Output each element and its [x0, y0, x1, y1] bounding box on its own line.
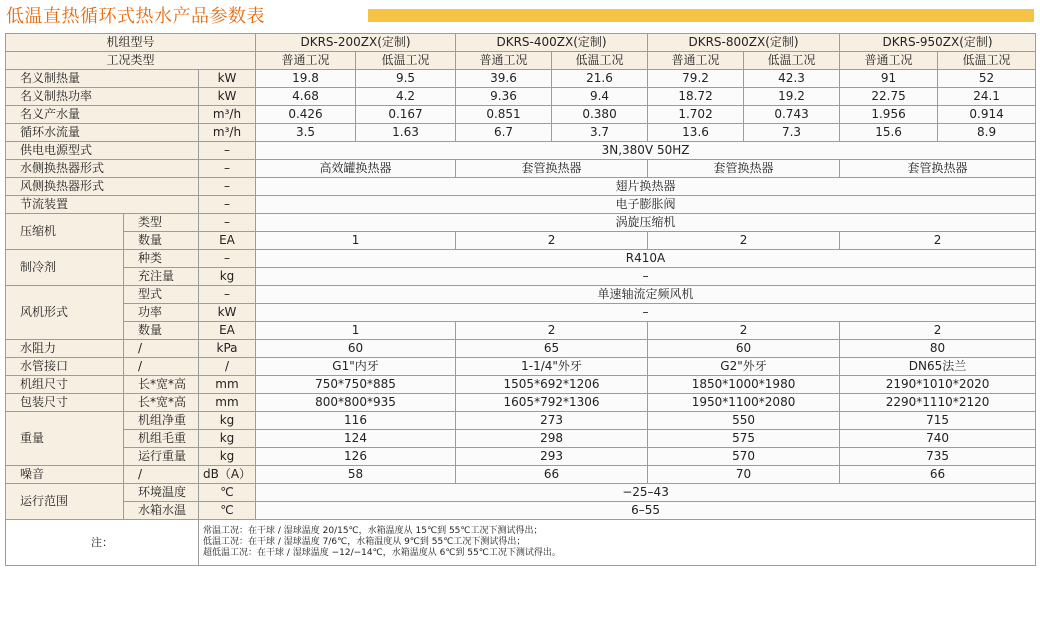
- table-row: [6, 178, 1036, 196]
- cell: 66: [456, 466, 648, 484]
- cell: 套管换热器: [840, 160, 1036, 178]
- cell: 4.68: [256, 88, 356, 106]
- cell: 2: [648, 232, 840, 250]
- cell: 91: [840, 70, 938, 88]
- sub-label: 种类: [124, 250, 199, 268]
- cell: 293: [456, 448, 648, 466]
- page-title: 低温直热循环式热水产品参数表: [6, 6, 265, 27]
- row-unit: –: [199, 286, 256, 304]
- note-line: 低温工况：在干球 / 湿球温度 7/6℃，水箱温度从 9℃到 55℃工况下测试得出；: [203, 537, 526, 547]
- condition-row: [6, 52, 1036, 70]
- row-unit: kPa: [199, 340, 256, 358]
- row-unit: –: [199, 178, 256, 196]
- row-label: 包装尺寸: [6, 394, 124, 412]
- cell: 0.851: [456, 106, 552, 124]
- sub-label: 类型: [124, 214, 199, 232]
- row-unit: kg: [199, 268, 256, 286]
- cell: R410A: [256, 250, 1036, 268]
- cell: 715: [840, 412, 1036, 430]
- row-unit: –: [199, 250, 256, 268]
- table-row: [6, 106, 1036, 124]
- cell: 65: [456, 340, 648, 358]
- row-label: 风侧换热器形式: [6, 178, 199, 196]
- table-row: [6, 430, 1036, 448]
- title-accent-bar: [368, 9, 1034, 22]
- condition-normal: 普通工况: [256, 52, 356, 70]
- row-label: 循环水流量: [6, 124, 199, 142]
- group-label: 压缩机: [6, 214, 124, 250]
- cell: G2"外牙: [648, 358, 840, 376]
- cell: 2: [840, 232, 1036, 250]
- sub-label: 数量: [124, 232, 199, 250]
- cell: 涡旋压缩机: [256, 214, 1036, 232]
- group-label: 制冷剂: [6, 250, 124, 286]
- table-row: [6, 286, 1036, 304]
- row-unit: dB（A）: [199, 466, 256, 484]
- cell: 3.5: [256, 124, 356, 142]
- model-name: DKRS-200ZX(定制): [256, 34, 456, 52]
- sub-label: /: [124, 358, 199, 376]
- condition-normal: 普通工况: [456, 52, 552, 70]
- note-line: 超低温工况：在干球 / 湿球温度 −12/−14℃，水箱温度从 6℃到 55℃工况下测试得出。: [203, 548, 561, 558]
- cell: 9.4: [552, 88, 648, 106]
- notes-row: [6, 520, 1036, 566]
- model-label: 机组型号: [6, 34, 256, 52]
- cell: 570: [648, 448, 840, 466]
- cell: 70: [648, 466, 840, 484]
- cell: 1605*792*1306: [456, 394, 648, 412]
- cell: G1"内牙: [256, 358, 456, 376]
- row-unit: /: [199, 358, 256, 376]
- row-unit: m³/h: [199, 124, 256, 142]
- sub-label: 长*宽*高: [124, 394, 199, 412]
- cell: 7.3: [744, 124, 840, 142]
- cell: 套管换热器: [648, 160, 840, 178]
- cell: 电子膨胀阀: [256, 196, 1036, 214]
- cell: 60: [648, 340, 840, 358]
- model-name: DKRS-950ZX(定制): [840, 34, 1036, 52]
- group-label: 重量: [6, 412, 124, 466]
- cell: 1850*1000*1980: [648, 376, 840, 394]
- cell: 0.426: [256, 106, 356, 124]
- table-row: [6, 160, 1036, 178]
- row-unit: ℃: [199, 484, 256, 502]
- row-unit: –: [199, 142, 256, 160]
- condition-low: 低温工况: [552, 52, 648, 70]
- sub-label: 环境温度: [124, 484, 199, 502]
- table-row: [6, 214, 1036, 232]
- table-row: [6, 268, 1036, 286]
- group-label: 运行范围: [6, 484, 124, 520]
- row-label: 水侧换热器形式: [6, 160, 199, 178]
- cell: 1: [256, 322, 456, 340]
- row-label: 供电电源型式: [6, 142, 199, 160]
- cell: 79.2: [648, 70, 744, 88]
- sub-label: /: [124, 466, 199, 484]
- cell: 740: [840, 430, 1036, 448]
- cell: 翅片换热器: [256, 178, 1036, 196]
- cell: 42.3: [744, 70, 840, 88]
- table-row: [6, 250, 1036, 268]
- table-row: [6, 484, 1036, 502]
- notes-text: [199, 520, 1036, 566]
- condition-label: 工况类型: [6, 52, 256, 70]
- row-label: 水管接口: [6, 358, 124, 376]
- cell: −25–43: [256, 484, 1036, 502]
- cell: 19.2: [744, 88, 840, 106]
- table-row: [6, 70, 1036, 88]
- cell: 124: [256, 430, 456, 448]
- row-unit: mm: [199, 376, 256, 394]
- model-row: [6, 34, 1036, 52]
- cell: 套管换热器: [456, 160, 648, 178]
- row-unit: mm: [199, 394, 256, 412]
- table-row: [6, 340, 1036, 358]
- cell: 116: [256, 412, 456, 430]
- header: [0, 0, 1040, 32]
- sub-label: 型式: [124, 286, 199, 304]
- cell: 2: [840, 322, 1036, 340]
- cell: 1505*692*1206: [456, 376, 648, 394]
- row-label: 节流装置: [6, 196, 199, 214]
- cell: 39.6: [456, 70, 552, 88]
- row-unit: EA: [199, 232, 256, 250]
- cell: 0.914: [938, 106, 1036, 124]
- cell: 1.702: [648, 106, 744, 124]
- cell: 3N,380V 50HZ: [256, 142, 1036, 160]
- cell: 8.9: [938, 124, 1036, 142]
- cell: –: [256, 268, 1036, 286]
- sub-label: /: [124, 340, 199, 358]
- table-row: [6, 322, 1036, 340]
- row-unit: –: [199, 160, 256, 178]
- sub-label: 水箱水温: [124, 502, 199, 520]
- condition-low: 低温工况: [938, 52, 1036, 70]
- cell: 750*750*885: [256, 376, 456, 394]
- cell: 高效罐换热器: [256, 160, 456, 178]
- cell: 9.36: [456, 88, 552, 106]
- cell: 9.5: [356, 70, 456, 88]
- condition-low: 低温工况: [744, 52, 840, 70]
- table-row: [6, 142, 1036, 160]
- sub-label: 功率: [124, 304, 199, 322]
- table-row: [6, 358, 1036, 376]
- cell: 2: [456, 232, 648, 250]
- row-unit: –: [199, 214, 256, 232]
- row-unit: EA: [199, 322, 256, 340]
- cell: 52: [938, 70, 1036, 88]
- note-line: 常温工况：在干球 / 湿球温度 20/15℃，水箱温度从 15℃到 55℃工况下测试得出；: [203, 526, 543, 536]
- cell: 2190*1010*2020: [840, 376, 1036, 394]
- table-row: [6, 502, 1036, 520]
- notes-label: 注：: [6, 520, 199, 566]
- cell: 298: [456, 430, 648, 448]
- model-name: DKRS-400ZX(定制): [456, 34, 648, 52]
- sub-label: 机组净重: [124, 412, 199, 430]
- sub-label: 长*宽*高: [124, 376, 199, 394]
- cell: 1.63: [356, 124, 456, 142]
- group-label: 风机形式: [6, 286, 124, 340]
- model-name: DKRS-800ZX(定制): [648, 34, 840, 52]
- row-unit: kW: [199, 70, 256, 88]
- table-row: [6, 412, 1036, 430]
- cell: 273: [456, 412, 648, 430]
- cell: 2: [648, 322, 840, 340]
- sub-label: 运行重量: [124, 448, 199, 466]
- cell: 60: [256, 340, 456, 358]
- table-row: [6, 304, 1036, 322]
- cell: 575: [648, 430, 840, 448]
- row-label: 机组尺寸: [6, 376, 124, 394]
- cell: 15.6: [840, 124, 938, 142]
- cell: 3.7: [552, 124, 648, 142]
- condition-normal: 普通工况: [648, 52, 744, 70]
- table-row: [6, 394, 1036, 412]
- cell: 1.956: [840, 106, 938, 124]
- row-label: 水阻力: [6, 340, 124, 358]
- sub-label: 机组毛重: [124, 430, 199, 448]
- cell: 单速轴流定频风机: [256, 286, 1036, 304]
- cell: DN65法兰: [840, 358, 1036, 376]
- row-unit: kW: [199, 304, 256, 322]
- row-unit: –: [199, 196, 256, 214]
- table-row: [6, 466, 1036, 484]
- cell: 18.72: [648, 88, 744, 106]
- cell: 0.743: [744, 106, 840, 124]
- cell: –: [256, 304, 1036, 322]
- cell: 58: [256, 466, 456, 484]
- cell: 22.75: [840, 88, 938, 106]
- cell: 550: [648, 412, 840, 430]
- cell: 1950*1100*2080: [648, 394, 840, 412]
- row-unit: kg: [199, 430, 256, 448]
- table-row: [6, 232, 1036, 250]
- cell: 6–55: [256, 502, 1036, 520]
- cell: 2290*1110*2120: [840, 394, 1036, 412]
- row-label: 名义制热功率: [6, 88, 199, 106]
- table-row: [6, 376, 1036, 394]
- cell: 21.6: [552, 70, 648, 88]
- cell: 13.6: [648, 124, 744, 142]
- sub-label: 数量: [124, 322, 199, 340]
- cell: 1: [256, 232, 456, 250]
- cell: 24.1: [938, 88, 1036, 106]
- cell: 19.8: [256, 70, 356, 88]
- row-unit: ℃: [199, 502, 256, 520]
- row-unit: m³/h: [199, 106, 256, 124]
- cell: 6.7: [456, 124, 552, 142]
- cell: 0.380: [552, 106, 648, 124]
- cell: 80: [840, 340, 1036, 358]
- table-row: [6, 124, 1036, 142]
- row-label: 名义产水量: [6, 106, 199, 124]
- table-row: [6, 88, 1036, 106]
- cell: 800*800*935: [256, 394, 456, 412]
- row-label: 噪音: [6, 466, 124, 484]
- condition-low: 低温工况: [356, 52, 456, 70]
- cell: 2: [456, 322, 648, 340]
- cell: 0.167: [356, 106, 456, 124]
- row-label: 名义制热量: [6, 70, 199, 88]
- row-unit: kg: [199, 412, 256, 430]
- row-unit: kg: [199, 448, 256, 466]
- condition-normal: 普通工况: [840, 52, 938, 70]
- cell: 735: [840, 448, 1036, 466]
- spec-table: [5, 33, 1036, 566]
- cell: 66: [840, 466, 1036, 484]
- sub-label: 充注量: [124, 268, 199, 286]
- cell: 1-1/4"外牙: [456, 358, 648, 376]
- row-unit: kW: [199, 88, 256, 106]
- table-row: [6, 196, 1036, 214]
- cell: 4.2: [356, 88, 456, 106]
- table-row: [6, 448, 1036, 466]
- cell: 126: [256, 448, 456, 466]
